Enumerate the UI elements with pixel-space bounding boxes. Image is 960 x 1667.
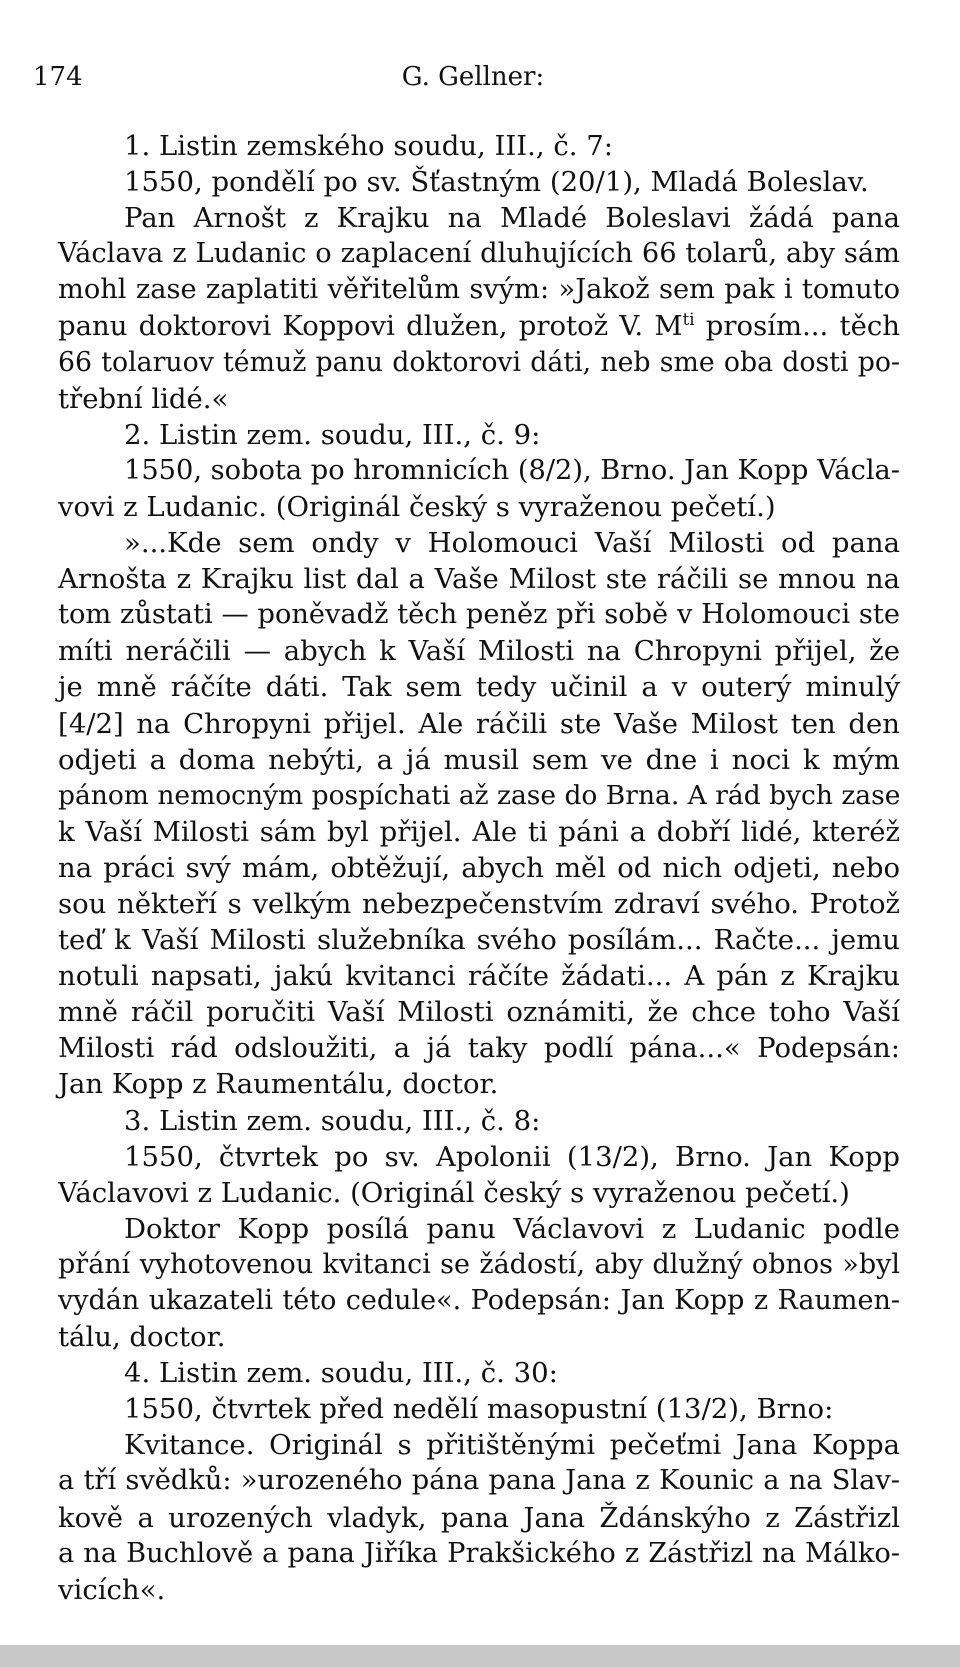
- text-segment: třební lidé.«: [58, 382, 229, 415]
- text-segment: vicích«.: [58, 1573, 166, 1606]
- text-line: [58, 236, 900, 272]
- text-line: [58, 1139, 900, 1175]
- text-segment: Kvitance. Originál s přitištěnými pečeťmi Jana Koppa: [124, 1429, 900, 1462]
- text-line: [58, 1319, 900, 1355]
- text-line: [58, 1030, 900, 1066]
- text-segment: 3. Listin zem. soudu, III., č. 8:: [124, 1104, 541, 1137]
- text-line: [58, 1066, 900, 1102]
- text-segment: tálu, doctor.: [58, 1321, 226, 1354]
- text-segment: a na Buchlově a pana Jiříka Prakšického z Zástřizl na Málko-: [58, 1537, 900, 1569]
- text-segment: na práci svý mám, obtěžují, abych měl od nich odjeti, nebo: [58, 851, 900, 884]
- text-segment: Arnošta z Krajku list dal a Vaše Milost ste ráčili se mnou na: [58, 563, 900, 596]
- text-line: [58, 1247, 900, 1283]
- text-segment: panu doktorovi Koppovi dlužen, protož V. M: [58, 310, 683, 343]
- text-line: [58, 453, 900, 489]
- text-line: [58, 1103, 900, 1139]
- text-line: [58, 1211, 900, 1247]
- text-line: [58, 597, 900, 633]
- text-line: [58, 1175, 900, 1211]
- text-line: [58, 272, 900, 308]
- text-segment: 1550, pondělí po sv. Šťastným (20/1), Mladá Boleslav.: [124, 166, 869, 199]
- text-line: [58, 345, 900, 381]
- text-line: [58, 525, 900, 561]
- text-segment: Milosti rád odsloužiti, a já taky podlí pána...« Podepsán:: [58, 1032, 900, 1065]
- text-line: [58, 1463, 900, 1499]
- text-segment: Pan Arnošt z Krajku na Mladé Boleslavi žádá pana: [124, 202, 900, 235]
- scan-bottom-edge: [0, 1645, 960, 1667]
- text-segment: 2. Listin zem. soudu, III., č. 9:: [124, 418, 541, 451]
- text-line: [58, 814, 900, 850]
- text-line: [58, 308, 900, 344]
- text-segment: a tří svědků: »urozeného pána pana Jana z Kounic a na Slav-: [58, 1465, 900, 1497]
- text-segment: prosím... těch: [694, 310, 900, 343]
- text-line: [58, 417, 900, 453]
- text-line: [58, 778, 900, 814]
- text-line: [58, 994, 900, 1030]
- text-segment: 66 tolaruov témuž panu doktorovi dáti, neb sme oba dosti po-: [58, 346, 900, 378]
- text-line: [58, 922, 900, 958]
- text-segment: »...Kde sem ondy v Holomouci Vaší Milosti od pana: [124, 527, 900, 560]
- text-line: [58, 1427, 900, 1463]
- page-number: 174: [33, 62, 83, 92]
- text-segment: Václava z Ludanic o zaplacení dluhujících 66 tolarů, aby sám: [58, 238, 900, 270]
- text-segment: mně ráčil poručiti Vaší Milosti oznámiti, že chce toho Vaší: [58, 996, 900, 1029]
- text-segment: 1. Listin zemského soudu, III., č. 7:: [124, 130, 613, 162]
- text-segment: teď k Vaší Milosti služebníka svého posílám... Račte... jemu: [58, 924, 900, 957]
- text-line: [58, 706, 900, 742]
- text-line: [58, 561, 900, 597]
- text-segment: 1550, čtvrtek po sv. Apolonii (13/2), Brno. Jan Kopp: [124, 1140, 900, 1173]
- text-segment: kově a urozených vladyk, pana Jana Ždánskýho z Zástřizl: [58, 1501, 900, 1534]
- text-line: [58, 128, 900, 164]
- text-segment: k Vaší Milosti sám byl přijel. Ale ti páni a dobří lidé, kteréž: [58, 815, 900, 848]
- text-line: [58, 633, 900, 669]
- running-head: G. Gellner:: [401, 62, 545, 92]
- text-segment: tom zůstati — poněvadž těch peněz při sobě v Holomouci ste: [58, 599, 900, 631]
- text-segment: 4. Listin zem. soudu, III., č. 30:: [124, 1357, 558, 1390]
- text-line: [58, 1536, 900, 1572]
- text-line: [58, 164, 900, 200]
- text-segment: mohl zase zaplatiti věřitelům svým: »Jakož sem pak i tomuto: [58, 274, 900, 306]
- text-segment: vovi z Ludanic. (Originál český s vyraženou pečetí.): [58, 490, 776, 523]
- text-segment: Václavovi z Ludanic. (Originál český s vyraženou pečetí.): [58, 1176, 850, 1209]
- text-line: [58, 958, 900, 994]
- text-line: [58, 1391, 900, 1427]
- page-header: [33, 62, 913, 102]
- text-segment: Doktor Kopp posílá panu Václavovi z Ludanic podle: [124, 1212, 900, 1245]
- text-line: [58, 886, 900, 922]
- text-segment: sou někteří s velkým nebezpečenstvím zdraví svého. Protož: [58, 887, 900, 920]
- superscript: ti: [682, 310, 695, 330]
- text-segment: [4/2] na Chropyni přijel. Ale ráčili ste Vaše Milost ten den: [58, 707, 900, 740]
- text-segment: míti neráčili — abych k Vaší Milosti na Chropyni přijel, že: [58, 635, 900, 668]
- text-segment: pánom nemocným pospíchati až zase do Brna. A rád bych zase: [58, 779, 901, 811]
- text-line: [58, 1572, 900, 1608]
- text-segment: notuli napsati, jakú kvitanci ráčíte žádati... A pán z Krajku: [58, 960, 900, 993]
- text-segment: přání vyhotovenou kvitanci se žádostí, aby dlužný obnos »byl: [58, 1248, 900, 1280]
- text-segment: odjeti a doma nebýti, a já musil sem ve dne i noci k mým: [58, 743, 900, 776]
- text-line: [58, 489, 900, 525]
- text-line: [58, 381, 900, 417]
- text-segment: je mně ráčíte dáti. Tak sem tedy učinil a v outerý minulý: [58, 671, 900, 704]
- text-segment: vydán ukazateli této cedule«. Podepsán: Jan Kopp z Raumen-: [58, 1285, 900, 1316]
- body-text: [58, 128, 900, 1608]
- text-line: [58, 1355, 900, 1391]
- text-segment: Jan Kopp z Raumentálu, doctor.: [58, 1068, 499, 1101]
- text-line: [58, 850, 900, 886]
- text-segment: 1550, sobota po hromnicích (8/2), Brno. Jan Kopp Václa-: [124, 454, 900, 486]
- text-line: [58, 1500, 900, 1536]
- text-segment: 1550, čtvrtek před nedělí masopustní (13/2), Brno:: [124, 1393, 834, 1426]
- text-line: [58, 200, 900, 236]
- text-line: [58, 1283, 900, 1319]
- text-line: [58, 669, 900, 705]
- text-line: [58, 742, 900, 778]
